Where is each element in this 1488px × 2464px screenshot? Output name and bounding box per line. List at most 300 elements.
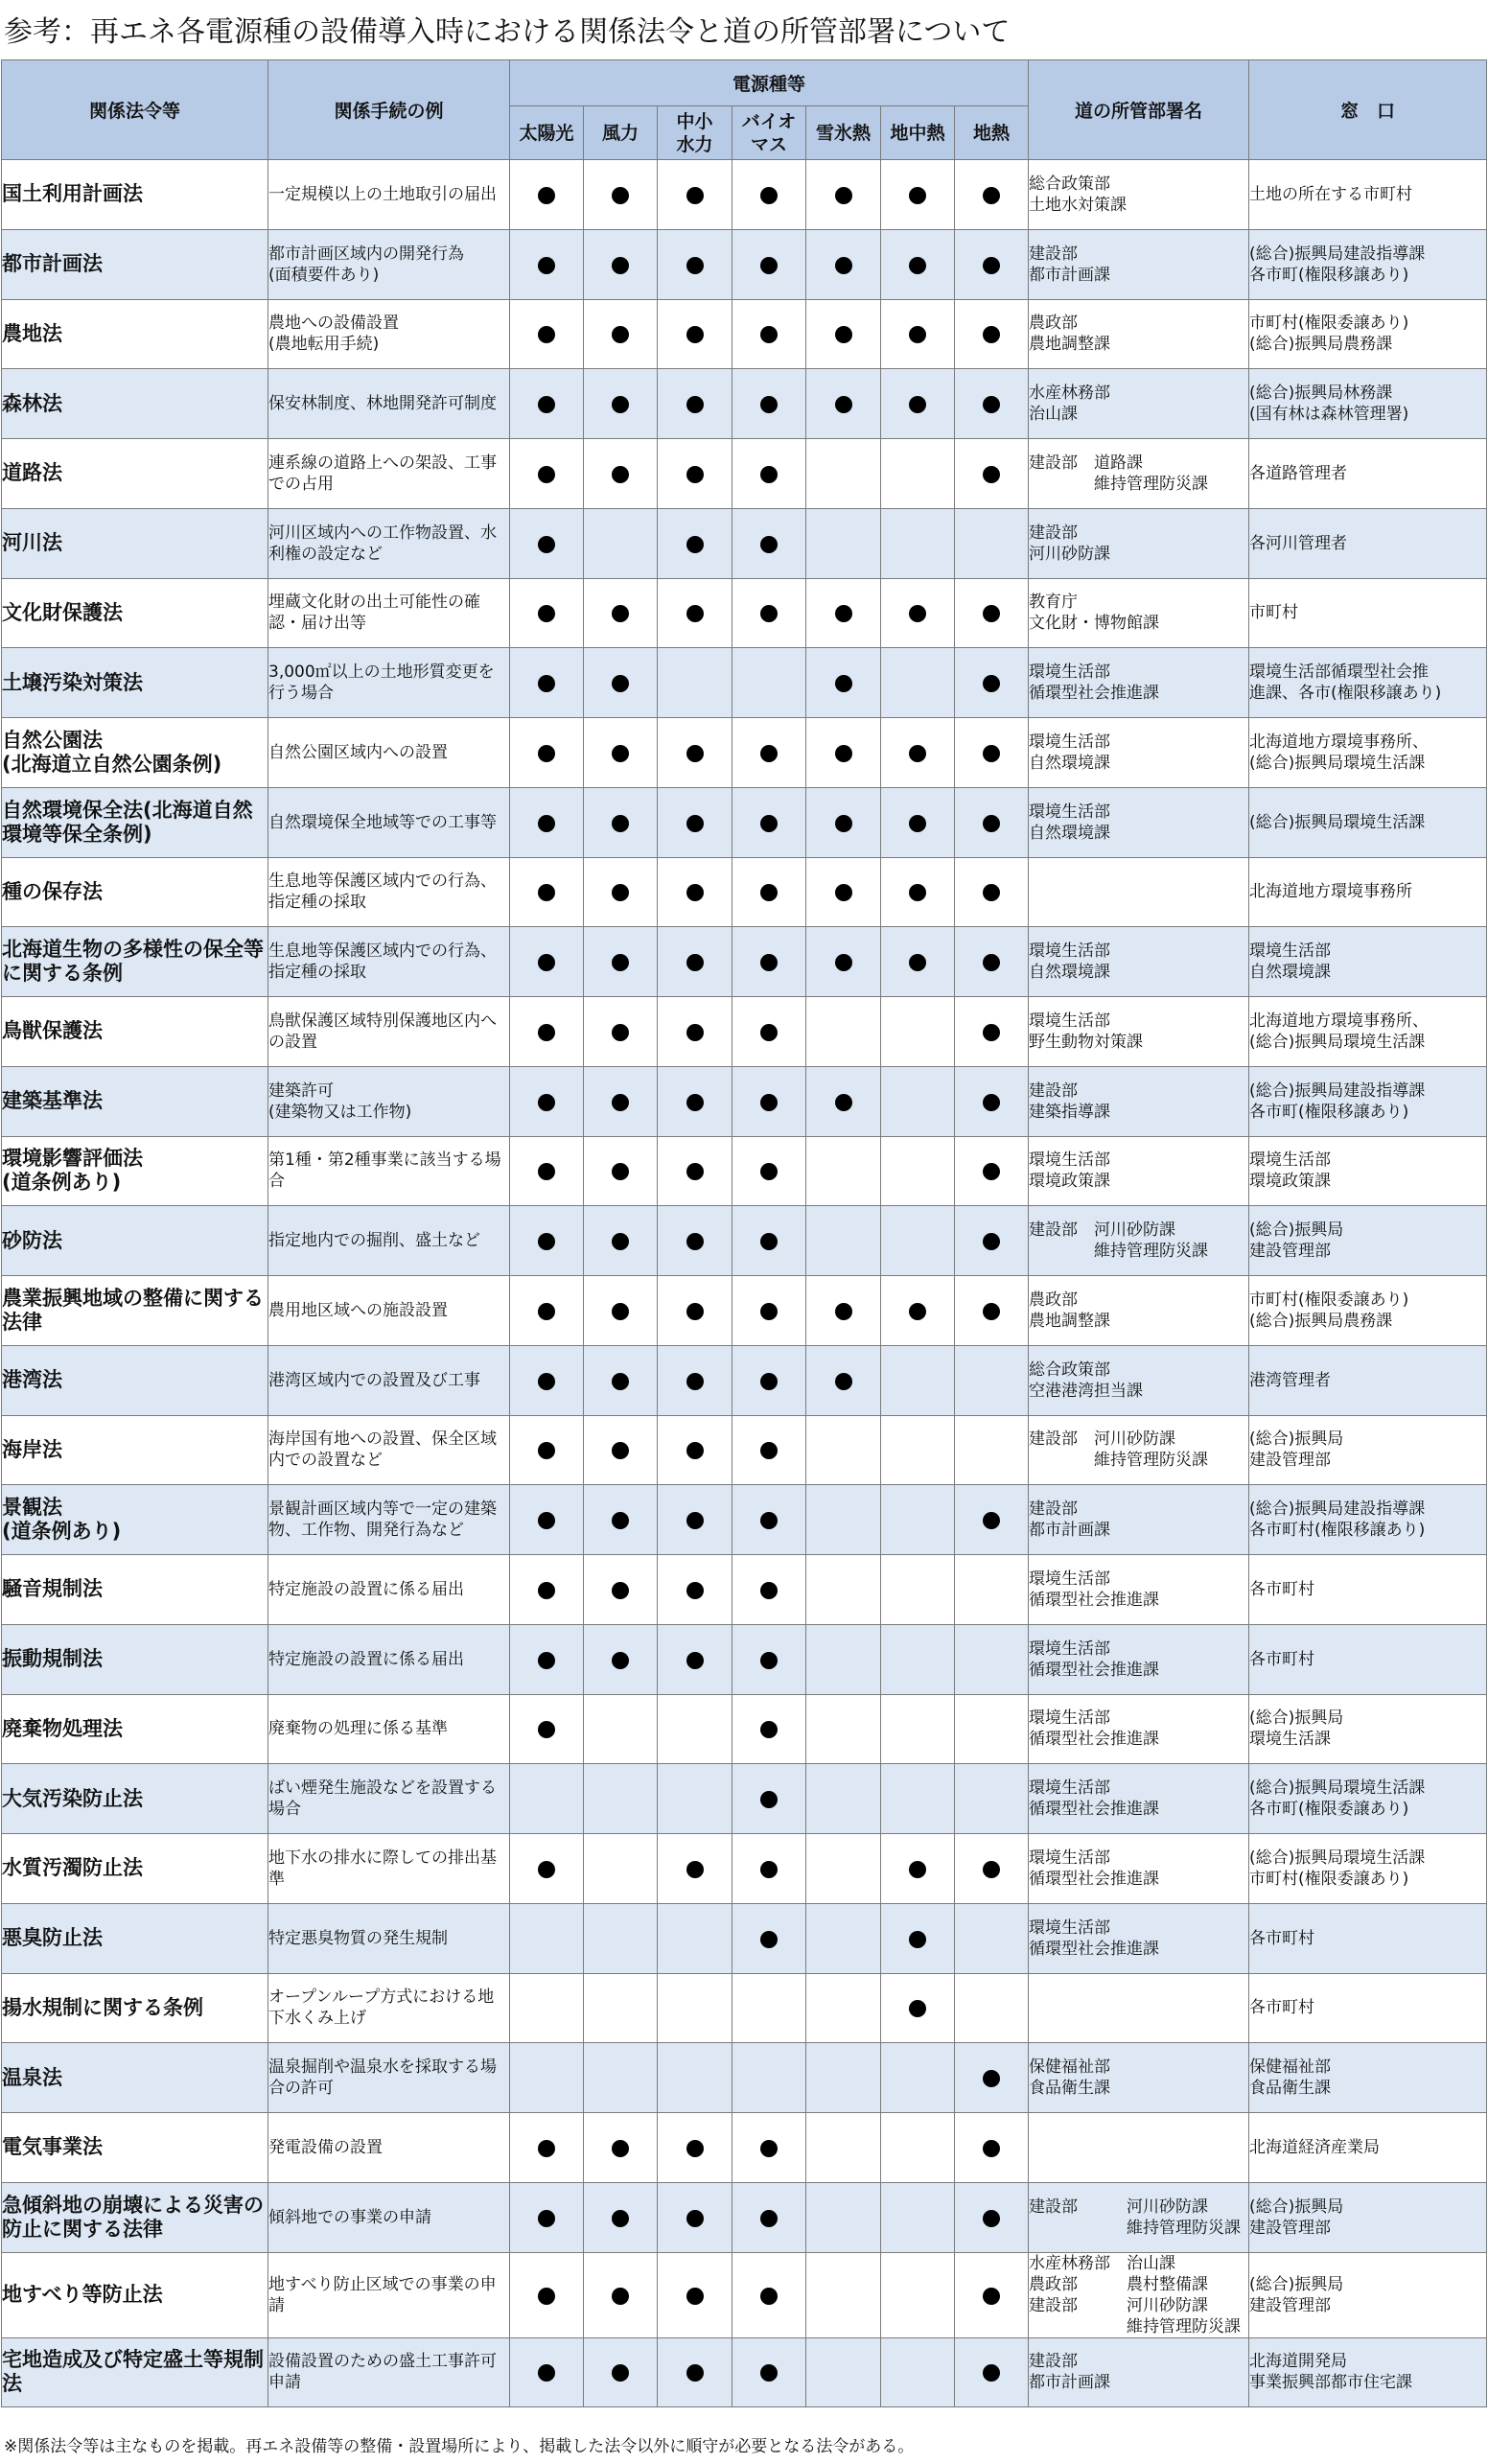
procedure-example: 景観計画区域内等で一定の建築物、工作物、開発行為など — [268, 1485, 510, 1555]
law-name: 港湾法 — [2, 1345, 268, 1415]
table-body — [2, 160, 1487, 2407]
applicable-dot-icon — [686, 326, 704, 343]
applicability-cell — [510, 1903, 584, 1973]
header-dept: 道の所管部署名 — [1029, 60, 1249, 160]
applicable-dot-icon — [835, 954, 852, 971]
applicable-dot-icon — [686, 1094, 704, 1111]
applicability-cell — [881, 1973, 955, 2043]
applicability-cell — [806, 1973, 881, 2043]
applicable-dot-icon — [760, 1861, 778, 1878]
applicable-dot-icon — [909, 326, 926, 343]
applicability-cell — [806, 1136, 881, 1206]
department: 水産林務部 治山課 農政部 農村整備課 建設部 河川砂防課 維持管理防災課 — [1029, 2252, 1249, 2337]
table-row — [2, 2252, 1487, 2337]
applicability-cell — [806, 578, 881, 648]
applicable-dot-icon — [612, 1652, 629, 1669]
table-row — [2, 787, 1487, 857]
applicability-cell — [584, 718, 658, 788]
applicability-cell — [806, 1066, 881, 1136]
contact-window: (総合)振興局 建設管理部 — [1249, 1415, 1487, 1485]
table-row — [2, 718, 1487, 788]
applicable-dot-icon — [983, 2364, 1000, 2382]
applicability-cell — [732, 578, 806, 648]
applicability-cell — [658, 927, 732, 997]
department: 環境生活部 循環型社会推進課 — [1029, 1555, 1249, 1625]
applicability-cell — [806, 1903, 881, 1973]
table-row — [2, 1345, 1487, 1415]
contact-window: 北海道地方環境事務所 — [1249, 857, 1487, 927]
law-name: 砂防法 — [2, 1206, 268, 1276]
footnote: ※関係法令等は主なものを掲載。再エネ設備等の整備・設置場所により、掲載した法令以外に順守が必要となる法令がある。 — [4, 2437, 915, 2456]
department — [1029, 857, 1249, 927]
applicable-dot-icon — [612, 2210, 629, 2227]
contact-window: (総合)振興局建設指導課 各市町村(権限移譲あり) — [1249, 1485, 1487, 1555]
header-source-2: 中小 水力 — [658, 106, 732, 160]
applicable-dot-icon — [835, 675, 852, 692]
applicability-cell — [732, 1555, 806, 1625]
applicability-cell — [955, 578, 1029, 648]
applicability-cell — [732, 1903, 806, 1973]
applicability-cell — [732, 369, 806, 439]
department: 建設部 建築指導課 — [1029, 1066, 1249, 1136]
table-row — [2, 2043, 1487, 2113]
applicable-dot-icon — [538, 2288, 555, 2305]
procedure-example: 3,000㎡以上の土地形質変更を行う場合 — [268, 648, 510, 718]
table-row — [2, 1624, 1487, 1694]
applicable-dot-icon — [835, 1303, 852, 1320]
contact-window: (総合)振興局建設指導課 各市町(権限移譲あり) — [1249, 1066, 1487, 1136]
procedure-example: 傾斜地での事業の申請 — [268, 2182, 510, 2252]
applicability-cell — [584, 2043, 658, 2113]
applicable-dot-icon — [538, 1721, 555, 1738]
applicable-dot-icon — [835, 884, 852, 901]
applicability-cell — [806, 1834, 881, 1904]
applicability-cell — [881, 160, 955, 230]
applicability-cell — [732, 2182, 806, 2252]
applicability-cell — [955, 369, 1029, 439]
applicable-dot-icon — [538, 187, 555, 204]
applicable-dot-icon — [760, 2140, 778, 2157]
law-name: 悪臭防止法 — [2, 1903, 268, 1973]
applicability-cell — [881, 578, 955, 648]
procedure-example: 農地への設備設置 (農地転用手続) — [268, 299, 510, 369]
applicability-cell — [510, 1206, 584, 1276]
applicable-dot-icon — [686, 257, 704, 274]
applicable-dot-icon — [909, 815, 926, 832]
table-row — [2, 1834, 1487, 1904]
law-name: 海岸法 — [2, 1415, 268, 1485]
department: 建設部 河川砂防課 維持管理防災課 — [1029, 1415, 1249, 1485]
applicability-cell — [584, 1415, 658, 1485]
applicability-cell — [510, 1764, 584, 1834]
applicability-cell — [881, 997, 955, 1067]
procedure-example: 特定悪臭物質の発生規制 — [268, 1903, 510, 1973]
applicability-cell — [658, 1903, 732, 1973]
applicable-dot-icon — [760, 396, 778, 413]
procedure-example: 自然公園区域内への設置 — [268, 718, 510, 788]
applicability-cell — [584, 508, 658, 578]
applicability-cell — [806, 2113, 881, 2183]
contact-window: 各河川管理者 — [1249, 508, 1487, 578]
applicability-cell — [584, 2252, 658, 2337]
law-name: 水質汚濁防止法 — [2, 1834, 268, 1904]
applicability-cell — [806, 1764, 881, 1834]
applicable-dot-icon — [612, 675, 629, 692]
applicability-cell — [584, 1276, 658, 1346]
applicability-cell — [658, 160, 732, 230]
applicable-dot-icon — [538, 954, 555, 971]
applicability-cell — [658, 508, 732, 578]
applicable-dot-icon — [983, 326, 1000, 343]
applicability-cell — [510, 439, 584, 509]
department: 環境生活部 循環型社会推進課 — [1029, 648, 1249, 718]
contact-window: (総合)振興局環境生活課 市町村(権限委譲あり) — [1249, 1834, 1487, 1904]
header-source-5: 地中熱 — [881, 106, 955, 160]
applicable-dot-icon — [538, 675, 555, 692]
applicable-dot-icon — [612, 326, 629, 343]
applicable-dot-icon — [686, 605, 704, 622]
applicable-dot-icon — [686, 815, 704, 832]
department: 環境生活部 自然環境課 — [1029, 927, 1249, 997]
applicability-cell — [510, 1834, 584, 1904]
procedure-example: 特定施設の設置に係る届出 — [268, 1555, 510, 1625]
applicability-cell — [732, 648, 806, 718]
applicability-cell — [732, 2113, 806, 2183]
law-name: 急傾斜地の崩壊による災害の防止に関する法律 — [2, 2182, 268, 2252]
applicable-dot-icon — [909, 1931, 926, 1948]
applicable-dot-icon — [760, 1512, 778, 1529]
procedure-example: 生息地等保護区域内での行為、指定種の採取 — [268, 927, 510, 997]
contact-window: 港湾管理者 — [1249, 1345, 1487, 1415]
table-row — [2, 1206, 1487, 1276]
applicability-cell — [510, 2182, 584, 2252]
header-law: 関係法令等 — [2, 60, 268, 160]
applicability-cell — [881, 508, 955, 578]
applicability-cell — [806, 1694, 881, 1764]
procedure-example: ばい煙発生施設などを設置する場合 — [268, 1764, 510, 1834]
applicable-dot-icon — [538, 1233, 555, 1250]
law-name: 景観法 (道条例あり) — [2, 1485, 268, 1555]
department: 農政部 農地調整課 — [1029, 299, 1249, 369]
table-row — [2, 1485, 1487, 1555]
applicability-cell — [658, 1485, 732, 1555]
applicability-cell — [806, 1276, 881, 1346]
applicable-dot-icon — [909, 1303, 926, 1320]
applicability-cell — [584, 1345, 658, 1415]
department: 建設部 河川砂防課 維持管理防災課 — [1029, 2182, 1249, 2252]
applicability-cell — [584, 1555, 658, 1625]
applicability-cell — [510, 1485, 584, 1555]
applicable-dot-icon — [612, 2140, 629, 2157]
applicability-cell — [806, 718, 881, 788]
procedure-example: 温泉掘削や温泉水を採取する場合の許可 — [268, 2043, 510, 2113]
header-source-1: 風力 — [584, 106, 658, 160]
law-name: 都市計画法 — [2, 229, 268, 299]
law-name: 農地法 — [2, 299, 268, 369]
department — [1029, 2113, 1249, 2183]
applicability-cell — [658, 1415, 732, 1485]
contact-window: (総合)振興局 建設管理部 — [1249, 1206, 1487, 1276]
applicable-dot-icon — [538, 2210, 555, 2227]
applicable-dot-icon — [538, 815, 555, 832]
applicability-cell — [658, 1345, 732, 1415]
applicable-dot-icon — [612, 2364, 629, 2382]
department: 建設部 都市計画課 — [1029, 229, 1249, 299]
applicability-cell — [732, 2043, 806, 2113]
applicability-cell — [955, 439, 1029, 509]
applicability-cell — [584, 578, 658, 648]
applicability-cell — [510, 1415, 584, 1485]
department: 環境生活部 自然環境課 — [1029, 718, 1249, 788]
contact-window: 市町村(権限委譲あり) (総合)振興局農務課 — [1249, 299, 1487, 369]
procedure-example: 鳥獣保護区域特別保護地区内への設置 — [268, 997, 510, 1067]
applicability-cell — [881, 1276, 955, 1346]
applicable-dot-icon — [835, 815, 852, 832]
applicable-dot-icon — [612, 1024, 629, 1041]
applicable-dot-icon — [909, 1861, 926, 1878]
table-row — [2, 1066, 1487, 1136]
applicable-dot-icon — [612, 257, 629, 274]
department: 環境生活部 循環型社会推進課 — [1029, 1903, 1249, 1973]
procedure-example: 第1種・第2種事業に該当する場合 — [268, 1136, 510, 1206]
applicable-dot-icon — [538, 466, 555, 483]
law-name: 土壌汚染対策法 — [2, 648, 268, 718]
law-name: 自然公園法 (北海道立自然公園条例) — [2, 718, 268, 788]
applicable-dot-icon — [538, 1652, 555, 1669]
applicable-dot-icon — [612, 954, 629, 971]
applicable-dot-icon — [686, 2364, 704, 2382]
applicability-cell — [806, 1485, 881, 1555]
header-sources-group: 電源種等 — [510, 60, 1029, 106]
applicability-cell — [881, 927, 955, 997]
law-name: 環境影響評価法 (道条例あり) — [2, 1136, 268, 1206]
applicability-cell — [806, 997, 881, 1067]
table-row — [2, 1694, 1487, 1764]
applicable-dot-icon — [760, 536, 778, 553]
applicability-cell — [732, 1624, 806, 1694]
applicability-cell — [584, 787, 658, 857]
applicable-dot-icon — [686, 2210, 704, 2227]
applicable-dot-icon — [983, 745, 1000, 762]
applicability-cell — [955, 1555, 1029, 1625]
applicable-dot-icon — [612, 1512, 629, 1529]
applicability-cell — [806, 229, 881, 299]
applicability-cell — [658, 718, 732, 788]
applicability-cell — [584, 299, 658, 369]
contact-window: 各市町村 — [1249, 1555, 1487, 1625]
applicability-cell — [806, 1345, 881, 1415]
applicability-cell — [658, 439, 732, 509]
table-row — [2, 1136, 1487, 1206]
contact-window: 保健福祉部 食品衛生課 — [1249, 2043, 1487, 2113]
applicability-cell — [955, 1415, 1029, 1485]
applicable-dot-icon — [686, 1163, 704, 1180]
header-source-3: バイオ マス — [732, 106, 806, 160]
applicable-dot-icon — [835, 745, 852, 762]
law-name: 建築基準法 — [2, 1066, 268, 1136]
applicability-cell — [955, 299, 1029, 369]
procedure-example: 建築許可 (建築物又は工作物) — [268, 1066, 510, 1136]
law-name: 河川法 — [2, 508, 268, 578]
applicable-dot-icon — [983, 1094, 1000, 1111]
contact-window: (総合)振興局林務課 (国有林は森林管理署) — [1249, 369, 1487, 439]
applicability-cell — [658, 1276, 732, 1346]
law-name: 北海道生物の多様性の保全等に関する条例 — [2, 927, 268, 997]
applicable-dot-icon — [760, 2364, 778, 2382]
applicability-cell — [658, 1694, 732, 1764]
applicability-cell — [658, 299, 732, 369]
applicability-cell — [510, 2113, 584, 2183]
applicability-cell — [955, 997, 1029, 1067]
header-source-0: 太陽光 — [510, 106, 584, 160]
applicability-cell — [584, 229, 658, 299]
applicable-dot-icon — [686, 2140, 704, 2157]
applicability-cell — [510, 1276, 584, 1346]
applicability-cell — [955, 1834, 1029, 1904]
applicable-dot-icon — [612, 1442, 629, 1459]
applicability-cell — [584, 857, 658, 927]
table-row — [2, 2337, 1487, 2407]
applicability-cell — [806, 2182, 881, 2252]
applicability-cell — [881, 1206, 955, 1276]
applicable-dot-icon — [983, 396, 1000, 413]
applicability-cell — [510, 1624, 584, 1694]
applicable-dot-icon — [909, 187, 926, 204]
applicability-cell — [955, 1276, 1029, 1346]
law-name: 鳥獣保護法 — [2, 997, 268, 1067]
applicable-dot-icon — [612, 884, 629, 901]
applicability-cell — [510, 1066, 584, 1136]
applicable-dot-icon — [686, 2288, 704, 2305]
applicability-cell — [881, 1136, 955, 1206]
applicable-dot-icon — [538, 1024, 555, 1041]
applicable-dot-icon — [760, 954, 778, 971]
applicable-dot-icon — [686, 536, 704, 553]
applicability-cell — [658, 1973, 732, 2043]
applicability-cell — [881, 2113, 955, 2183]
applicability-cell — [658, 2337, 732, 2407]
applicable-dot-icon — [612, 745, 629, 762]
applicability-cell — [732, 1973, 806, 2043]
applicability-cell — [658, 1136, 732, 1206]
applicable-dot-icon — [760, 745, 778, 762]
applicable-dot-icon — [760, 2210, 778, 2227]
applicability-cell — [584, 1206, 658, 1276]
applicability-cell — [732, 1066, 806, 1136]
applicability-cell — [658, 2113, 732, 2183]
applicability-cell — [732, 299, 806, 369]
applicable-dot-icon — [760, 1582, 778, 1599]
table-row — [2, 508, 1487, 578]
procedure-example: 都市計画区域内の開発行為 (面積要件あり) — [268, 229, 510, 299]
header-procedure: 関係手続の例 — [268, 60, 510, 160]
applicability-cell — [881, 439, 955, 509]
law-name: 宅地造成及び特定盛土等規制法 — [2, 2337, 268, 2407]
applicable-dot-icon — [760, 605, 778, 622]
procedure-example: 設備設置のための盛土工事許可申請 — [268, 2337, 510, 2407]
applicability-cell — [806, 1555, 881, 1625]
applicable-dot-icon — [612, 1582, 629, 1599]
applicability-cell — [584, 2113, 658, 2183]
department: 環境生活部 循環型社会推進課 — [1029, 1834, 1249, 1904]
department: 総合政策部 土地水対策課 — [1029, 160, 1249, 230]
applicability-cell — [510, 2252, 584, 2337]
applicable-dot-icon — [538, 1861, 555, 1878]
applicability-cell — [955, 2252, 1029, 2337]
applicable-dot-icon — [983, 1861, 1000, 1878]
procedure-example: 河川区域内への工作物設置、水利権の設定など — [268, 508, 510, 578]
applicable-dot-icon — [538, 1094, 555, 1111]
applicability-cell — [955, 160, 1029, 230]
applicability-cell — [881, 1624, 955, 1694]
applicability-cell — [881, 2043, 955, 2113]
applicability-cell — [510, 299, 584, 369]
applicability-cell — [955, 1136, 1029, 1206]
table-row — [2, 439, 1487, 509]
table-row — [2, 578, 1487, 648]
applicable-dot-icon — [686, 1233, 704, 1250]
procedure-example: 発電設備の設置 — [268, 2113, 510, 2183]
applicability-cell — [881, 1485, 955, 1555]
applicability-cell — [806, 1206, 881, 1276]
applicability-cell — [658, 2182, 732, 2252]
applicable-dot-icon — [612, 1373, 629, 1390]
applicability-cell — [732, 160, 806, 230]
applicable-dot-icon — [686, 745, 704, 762]
applicability-cell — [584, 160, 658, 230]
applicability-cell — [732, 1136, 806, 1206]
applicability-cell — [584, 1903, 658, 1973]
applicability-cell — [955, 787, 1029, 857]
table-row — [2, 1415, 1487, 1485]
procedure-example: 特定施設の設置に係る届出 — [268, 1624, 510, 1694]
table-row — [2, 160, 1487, 230]
applicability-cell — [955, 1694, 1029, 1764]
applicability-cell — [732, 508, 806, 578]
applicability-cell — [510, 1694, 584, 1764]
applicability-cell — [806, 2337, 881, 2407]
table-row — [2, 1555, 1487, 1625]
procedure-example: 指定地内での掘削、盛土など — [268, 1206, 510, 1276]
applicability-cell — [955, 1624, 1029, 1694]
applicable-dot-icon — [686, 1024, 704, 1041]
applicable-dot-icon — [909, 884, 926, 901]
applicable-dot-icon — [760, 187, 778, 204]
applicable-dot-icon — [983, 1163, 1000, 1180]
applicability-cell — [658, 2043, 732, 2113]
applicability-cell — [881, 1694, 955, 1764]
applicability-cell — [732, 439, 806, 509]
procedure-example: 自然環境保全地域等での工事等 — [268, 787, 510, 857]
applicable-dot-icon — [686, 1582, 704, 1599]
applicable-dot-icon — [686, 1442, 704, 1459]
applicability-cell — [955, 2043, 1029, 2113]
procedure-example: オープンループ方式における地下水くみ上げ — [268, 1973, 510, 2043]
law-name: 森林法 — [2, 369, 268, 439]
applicability-cell — [881, 648, 955, 718]
applicable-dot-icon — [612, 187, 629, 204]
page-title: 参考：再エネ各電源種の設備導入時における関係法令と道の所管部署について — [4, 15, 1011, 49]
applicable-dot-icon — [538, 884, 555, 901]
applicability-cell — [510, 2337, 584, 2407]
department: 建設部 都市計画課 — [1029, 1485, 1249, 1555]
applicability-cell — [658, 2252, 732, 2337]
applicability-cell — [732, 997, 806, 1067]
applicability-cell — [510, 927, 584, 997]
table-row — [2, 997, 1487, 1067]
applicability-cell — [806, 1415, 881, 1485]
applicable-dot-icon — [835, 326, 852, 343]
